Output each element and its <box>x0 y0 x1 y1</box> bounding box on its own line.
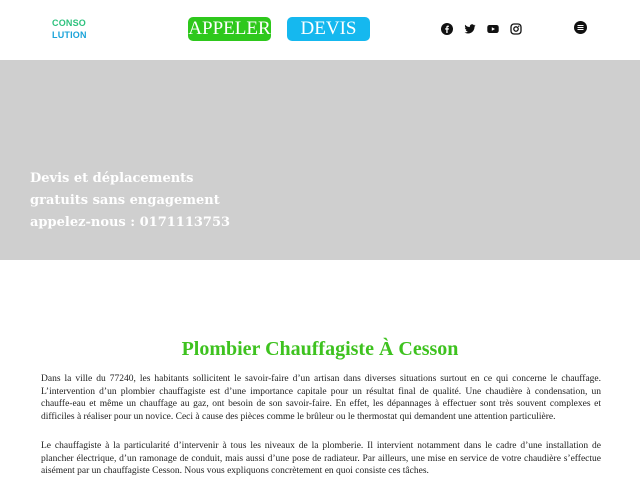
hero-banner <box>0 60 640 260</box>
logo-line-2: LUTION <box>52 30 87 40</box>
twitter-icon[interactable] <box>464 23 476 35</box>
facebook-icon[interactable] <box>441 23 453 35</box>
call-button[interactable]: APPELER <box>188 18 271 39</box>
hero-phone[interactable]: appelez-nous : 0171113753 <box>30 215 231 230</box>
quote-button[interactable]: DEVIS <box>287 17 370 41</box>
hero-text <box>30 168 290 234</box>
logo-line-1: CONSO <box>52 18 87 28</box>
second-paragraph: Le chauffagiste à la particularité d’intervenir à tous les niveaux de la plomberie. Il intervient notamment dans le cadre d’une installation de plancher électrique, d’un ramonage de conduit, mais aussi d’une pose de radiateur. Par ailleurs, une mise en service de votre chaudière s’effectue aisément par un chauffagiste Cesson. Nous vous expliquons concrètement en quoi consiste ces tâches. <box>41 441 601 476</box>
hero-line-2: gratuits sans engagement <box>30 193 220 208</box>
logo[interactable] <box>52 17 92 45</box>
page-title: Plombier Chauffagiste À Cesson <box>181 338 459 360</box>
menu-icon[interactable] <box>574 21 587 34</box>
instagram-icon[interactable] <box>510 23 522 35</box>
hero-line-1: Devis et déplacements <box>30 171 194 186</box>
site-header <box>0 0 640 60</box>
youtube-icon[interactable] <box>487 23 499 35</box>
intro-paragraph: Dans la ville du 77240, les habitants sollicitent le savoir-faire d’un artisan dans diverses situations surtout en ce qui concerne le chauffage. L’intervention d’un plombier chauffagiste est d’une importance capitale pour un résultat final de qualité. Une chaudière à condensation, un chauffe-eau et même un chauffage au gaz, ont besoin de son savoir-faire. En effet, les dépannages à effectuer sont très souvent complexes et difficiles à réaliser pour un novice. Ceci à cause des pièces comme le brûleur ou le thermostat qui demandent une attention particulière. <box>41 374 601 422</box>
